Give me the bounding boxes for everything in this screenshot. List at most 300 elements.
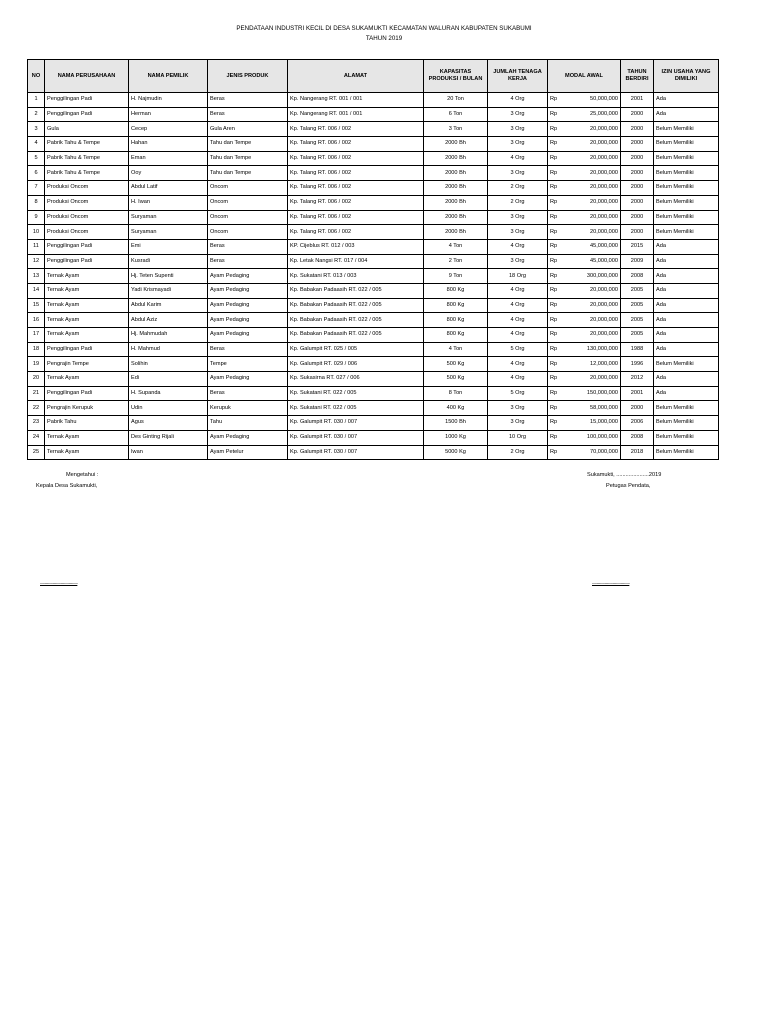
cell-perusahaan: Penggilingan Padi — [45, 93, 129, 108]
cell-alamat: Kp. Sukatani RT. 022 / 005 — [288, 386, 424, 401]
cell-perusahaan: Pengrajin Tempe — [45, 357, 129, 372]
cell-kapasitas: 800 Kg — [424, 328, 488, 343]
cell-modal — [548, 254, 621, 269]
cell-pemilik: Suryaman — [129, 210, 208, 225]
cell-no: 10 — [28, 225, 45, 240]
modal-amount: 20,000,000 — [590, 184, 618, 191]
cell-no: 15 — [28, 298, 45, 313]
cell-tenaga: 4 Org — [488, 151, 548, 166]
cell-perusahaan: Ternak Ayam — [45, 430, 129, 445]
cell-modal — [548, 107, 621, 122]
cell-kapasitas: 2000 Bh — [424, 210, 488, 225]
cell-alamat: Kp. Talang RT. 006 / 002 — [288, 210, 424, 225]
cell-modal — [548, 239, 621, 254]
cell-izin: Belum Memiliki — [654, 151, 719, 166]
cell-alamat: Kp. Nangerang RT. 001 / 001 — [288, 93, 424, 108]
cell-kapasitas: 2000 Bh — [424, 151, 488, 166]
cell-pemilik: Hj. Teten Supenti — [129, 269, 208, 284]
cell-tahun: 2000 — [621, 181, 654, 196]
cell-tenaga: 3 Org — [488, 401, 548, 416]
modal-amount: 20,000,000 — [590, 155, 618, 162]
cell-modal — [548, 298, 621, 313]
currency-label: Rp — [550, 184, 558, 191]
cell-tenaga: 3 Org — [488, 122, 548, 137]
cell-perusahaan: Ternak Ayam — [45, 328, 129, 343]
signature-left-label: Mengetahui : — [66, 472, 99, 478]
cell-no: 20 — [28, 372, 45, 387]
cell-pemilik: Eman — [129, 151, 208, 166]
cell-tenaga: 3 Org — [488, 225, 548, 240]
cell-alamat: Kp. Babakan Padaasih RT. 022 / 005 — [288, 298, 424, 313]
signature-left-title: Kepala Desa Sukamukti, — [36, 483, 98, 489]
cell-alamat: Kp. Talang RT. 006 / 002 — [288, 166, 424, 181]
cell-tenaga: 4 Org — [488, 328, 548, 343]
table-body — [28, 93, 719, 460]
cell-tahun: 1996 — [621, 357, 654, 372]
cell-tenaga: 10 Org — [488, 430, 548, 445]
cell-modal — [548, 93, 621, 108]
cell-modal — [548, 416, 621, 431]
cell-perusahaan: Ternak Ayam — [45, 283, 129, 298]
cell-tenaga: 3 Org — [488, 166, 548, 181]
currency-label: Rp — [550, 346, 558, 353]
cell-alamat: Kp. Talang RT. 006 / 002 — [288, 181, 424, 196]
cell-produk: Tempe — [208, 357, 288, 372]
cell-pemilik: Agus — [129, 416, 208, 431]
cell-izin: Belum Memiliki — [654, 122, 719, 137]
modal-amount: 20,000,000 — [590, 331, 618, 338]
cell-modal — [548, 372, 621, 387]
cell-kapasitas: 1500 Bh — [424, 416, 488, 431]
cell-no: 1 — [28, 93, 45, 108]
table-row — [28, 386, 719, 401]
cell-izin: Belum Memiliki — [654, 357, 719, 372]
cell-produk: Ayam Pedaging — [208, 328, 288, 343]
currency-label: Rp — [550, 360, 558, 367]
cell-produk: Ayam Pedaging — [208, 298, 288, 313]
cell-produk: Beras — [208, 386, 288, 401]
cell-izin: Ada — [654, 328, 719, 343]
modal-amount: 20,000,000 — [590, 375, 618, 382]
cell-produk: Oncom — [208, 225, 288, 240]
table-row — [28, 328, 719, 343]
cell-tenaga: 3 Org — [488, 107, 548, 122]
header-alamat: ALAMAT — [288, 60, 424, 93]
table-row — [28, 93, 719, 108]
table-row — [28, 107, 719, 122]
cell-kapasitas: 500 Kg — [424, 372, 488, 387]
cell-pemilik: Abdul Latif — [129, 181, 208, 196]
cell-no: 17 — [28, 328, 45, 343]
cell-produk: Tahu dan Tempe — [208, 166, 288, 181]
cell-alamat: Kp. Babakan Padaasih RT. 022 / 005 — [288, 283, 424, 298]
cell-alamat: Kp. Talang RT. 006 / 002 — [288, 137, 424, 152]
modal-amount: 20,000,000 — [590, 140, 618, 147]
cell-modal — [548, 151, 621, 166]
cell-no: 13 — [28, 269, 45, 284]
cell-modal — [548, 166, 621, 181]
cell-modal — [548, 313, 621, 328]
cell-kapasitas: 800 Kg — [424, 298, 488, 313]
document-title — [0, 24, 768, 44]
cell-tenaga: 18 Org — [488, 269, 548, 284]
currency-label: Rp — [550, 125, 558, 132]
cell-produk: Tahu — [208, 416, 288, 431]
cell-produk: Tahu dan Tempe — [208, 137, 288, 152]
cell-alamat: Kp. Galumpit RT. 030 / 007 — [288, 416, 424, 431]
cell-perusahaan: Produksi Oncom — [45, 181, 129, 196]
cell-pemilik: Yadi Krismayadi — [129, 283, 208, 298]
cell-pemilik: Kusradi — [129, 254, 208, 269]
cell-no: 19 — [28, 357, 45, 372]
cell-modal — [548, 225, 621, 240]
signature-left-blank-line: .......................................... — [40, 580, 78, 586]
cell-perusahaan: Pabrik Tahu — [45, 416, 129, 431]
header-kapasitas: KAPASITAS PRODUKSI / BULAN — [424, 60, 488, 93]
cell-modal — [548, 401, 621, 416]
cell-tenaga: 4 Org — [488, 239, 548, 254]
cell-kapasitas: 1000 Kg — [424, 430, 488, 445]
cell-tahun: 2005 — [621, 283, 654, 298]
cell-izin: Belum Memiliki — [654, 416, 719, 431]
cell-tahun: 2001 — [621, 93, 654, 108]
cell-alamat: KP. Cijeblus RT. 012 / 003 — [288, 239, 424, 254]
cell-kapasitas: 20 Ton — [424, 93, 488, 108]
cell-perusahaan: Pabrik Tahu & Tempe — [45, 151, 129, 166]
table-row — [28, 254, 719, 269]
cell-no: 18 — [28, 342, 45, 357]
currency-label: Rp — [550, 169, 558, 176]
cell-perusahaan: Penggilingan Padi — [45, 107, 129, 122]
cell-kapasitas: 2000 Bh — [424, 195, 488, 210]
table-row — [28, 342, 719, 357]
cell-perusahaan: Ternak Ayam — [45, 269, 129, 284]
modal-amount: 20,000,000 — [590, 287, 618, 294]
cell-produk: Beras — [208, 342, 288, 357]
cell-izin: Ada — [654, 298, 719, 313]
header-perusahaan: NAMA PERUSAHAAN — [45, 60, 129, 93]
cell-izin: Belum Memiliki — [654, 445, 719, 460]
cell-pemilik: Hj. Mahmudah — [129, 328, 208, 343]
currency-label: Rp — [550, 419, 558, 426]
cell-izin: Ada — [654, 342, 719, 357]
cell-alamat: Kp. Talang RT. 006 / 002 — [288, 151, 424, 166]
cell-produk: Ayam Pedaging — [208, 269, 288, 284]
cell-kapasitas: 800 Kg — [424, 283, 488, 298]
cell-tahun: 2018 — [621, 445, 654, 460]
modal-amount: 20,000,000 — [590, 228, 618, 235]
table-row — [28, 313, 719, 328]
title-line-1: PENDATAAN INDUSTRI KECIL DI DESA SUKAMUKTI KECAMATAN WALURAN KABUPATEN SUKABUMI — [236, 25, 532, 32]
cell-alamat: Kp. Galumpit RT. 025 / 005 — [288, 342, 424, 357]
cell-izin: Ada — [654, 313, 719, 328]
cell-produk: Gula Aren — [208, 122, 288, 137]
signature-right-blank-line: .......................................... — [592, 580, 630, 586]
cell-pemilik: H. Iwan — [129, 195, 208, 210]
cell-no: 3 — [28, 122, 45, 137]
cell-perusahaan: Ternak Ayam — [45, 313, 129, 328]
cell-no: 9 — [28, 210, 45, 225]
cell-produk: Beras — [208, 254, 288, 269]
cell-kapasitas: 2 Ton — [424, 254, 488, 269]
cell-produk: Ayam Pedaging — [208, 283, 288, 298]
cell-produk: Ayam Petelur — [208, 445, 288, 460]
cell-produk: Oncom — [208, 195, 288, 210]
modal-amount: 20,000,000 — [590, 213, 618, 220]
cell-alamat: Kp. Galumpit RT. 029 / 006 — [288, 357, 424, 372]
cell-tahun: 2000 — [621, 122, 654, 137]
table-row — [28, 151, 719, 166]
table-row — [28, 401, 719, 416]
modal-amount: 20,000,000 — [590, 316, 618, 323]
currency-label: Rp — [550, 111, 558, 118]
table-row — [28, 166, 719, 181]
table-row — [28, 372, 719, 387]
cell-kapasitas: 4 Ton — [424, 342, 488, 357]
cell-pemilik: Emi — [129, 239, 208, 254]
currency-label: Rp — [550, 140, 558, 147]
cell-alamat: Kp. Talang RT. 006 / 002 — [288, 225, 424, 240]
modal-amount: 20,000,000 — [590, 169, 618, 176]
cell-pemilik: Abdul Karim — [129, 298, 208, 313]
cell-izin: Belum Memiliki — [654, 401, 719, 416]
cell-modal — [548, 430, 621, 445]
cell-pemilik: Hahan — [129, 137, 208, 152]
modal-amount: 300,000,000 — [586, 272, 618, 279]
cell-no: 23 — [28, 416, 45, 431]
title-line-2: TAHUN 2019 — [365, 35, 403, 42]
cell-perusahaan: Ternak Ayam — [45, 372, 129, 387]
cell-perusahaan: Produksi Oncom — [45, 225, 129, 240]
modal-amount: 50,000,000 — [590, 96, 618, 103]
cell-pemilik: Udin — [129, 401, 208, 416]
cell-modal — [548, 137, 621, 152]
cell-tahun: 2008 — [621, 269, 654, 284]
table-row — [28, 137, 719, 152]
modal-amount: 20,000,000 — [590, 301, 618, 308]
cell-izin: Ada — [654, 269, 719, 284]
cell-modal — [548, 283, 621, 298]
cell-perusahaan: Penggilingan Padi — [45, 254, 129, 269]
cell-izin: Belum Memiliki — [654, 210, 719, 225]
modal-amount: 58,000,000 — [590, 404, 618, 411]
cell-tahun: 2012 — [621, 372, 654, 387]
cell-tahun: 2000 — [621, 166, 654, 181]
modal-amount: 20,000,000 — [590, 125, 618, 132]
cell-alamat: Kp. Galumpit RT. 030 / 007 — [288, 430, 424, 445]
header-produk: JENIS PRODUK — [208, 60, 288, 93]
cell-produk: Beras — [208, 93, 288, 108]
table-header-row — [28, 60, 719, 93]
cell-izin: Ada — [654, 372, 719, 387]
cell-kapasitas: 2000 Bh — [424, 137, 488, 152]
cell-tenaga: 2 Org — [488, 195, 548, 210]
cell-tenaga: 4 Org — [488, 93, 548, 108]
cell-pemilik: Herman — [129, 107, 208, 122]
cell-alamat: Kp. Babakan Padaasih RT. 022 / 005 — [288, 328, 424, 343]
cell-pemilik: Iwan — [129, 445, 208, 460]
modal-amount: 45,000,000 — [590, 257, 618, 264]
cell-alamat: Kp. Babakan Padaasih RT. 022 / 005 — [288, 313, 424, 328]
cell-izin: Ada — [654, 239, 719, 254]
cell-izin: Belum Memiliki — [654, 195, 719, 210]
cell-tahun: 2015 — [621, 239, 654, 254]
cell-produk: Ayam Pedaging — [208, 313, 288, 328]
signature-right-title: Petugas Pendata, — [606, 483, 651, 489]
table-row — [28, 430, 719, 445]
currency-label: Rp — [550, 243, 558, 250]
cell-tahun: 2009 — [621, 254, 654, 269]
cell-kapasitas: 6 Ton — [424, 107, 488, 122]
cell-kapasitas: 2000 Bh — [424, 166, 488, 181]
cell-alamat: Kp. Talang RT. 006 / 002 — [288, 195, 424, 210]
currency-label: Rp — [550, 199, 558, 206]
cell-tahun: 2000 — [621, 151, 654, 166]
cell-modal — [548, 357, 621, 372]
cell-tenaga: 5 Org — [488, 386, 548, 401]
modal-amount: 100,000,000 — [586, 434, 618, 441]
modal-amount: 20,000,000 — [590, 199, 618, 206]
table-row — [28, 357, 719, 372]
table-row — [28, 269, 719, 284]
cell-produk: Ayam Pedaging — [208, 430, 288, 445]
cell-izin: Ada — [654, 386, 719, 401]
cell-produk: Beras — [208, 239, 288, 254]
cell-tahun: 2000 — [621, 210, 654, 225]
cell-modal — [548, 445, 621, 460]
cell-tahun: 2006 — [621, 416, 654, 431]
cell-perusahaan: Penggilingan Padi — [45, 239, 129, 254]
cell-tahun: 2005 — [621, 298, 654, 313]
cell-alamat: Kp. Galumpit RT. 030 / 007 — [288, 445, 424, 460]
modal-amount: 25,000,000 — [590, 111, 618, 118]
currency-label: Rp — [550, 257, 558, 264]
cell-kapasitas: 5000 Kg — [424, 445, 488, 460]
cell-tenaga: 2 Org — [488, 445, 548, 460]
cell-modal — [548, 386, 621, 401]
cell-pemilik: Solihin — [129, 357, 208, 372]
signature-right-date: Sukamukti, .....................2019 — [587, 472, 662, 478]
cell-pemilik: H. Mahmud — [129, 342, 208, 357]
cell-perusahaan: Penggilingan Padi — [45, 386, 129, 401]
cell-alamat: Kp. Nangerang RT. 001 / 001 — [288, 107, 424, 122]
modal-amount: 45,000,000 — [590, 243, 618, 250]
cell-no: 25 — [28, 445, 45, 460]
cell-pemilik: Edi — [129, 372, 208, 387]
currency-label: Rp — [550, 316, 558, 323]
cell-no: 14 — [28, 283, 45, 298]
cell-tenaga: 3 Org — [488, 210, 548, 225]
currency-label: Rp — [550, 404, 558, 411]
cell-no: 21 — [28, 386, 45, 401]
cell-perusahaan: Gula — [45, 122, 129, 137]
cell-izin: Belum Memiliki — [654, 225, 719, 240]
cell-tenaga: 3 Org — [488, 254, 548, 269]
cell-pemilik: Suryaman — [129, 225, 208, 240]
cell-pemilik: Ooy — [129, 166, 208, 181]
currency-label: Rp — [550, 228, 558, 235]
cell-tahun: 2000 — [621, 107, 654, 122]
cell-tenaga: 3 Org — [488, 137, 548, 152]
cell-tahun: 2005 — [621, 328, 654, 343]
cell-no: 8 — [28, 195, 45, 210]
currency-label: Rp — [550, 272, 558, 279]
cell-tahun: 2000 — [621, 137, 654, 152]
cell-tenaga: 4 Org — [488, 298, 548, 313]
currency-label: Rp — [550, 96, 558, 103]
currency-label: Rp — [550, 155, 558, 162]
cell-kapasitas: 2000 Bh — [424, 225, 488, 240]
table-row — [28, 225, 719, 240]
table-row — [28, 416, 719, 431]
cell-produk: Oncom — [208, 210, 288, 225]
cell-no: 5 — [28, 151, 45, 166]
modal-amount: 150,000,000 — [586, 390, 618, 397]
table-row — [28, 239, 719, 254]
cell-pemilik: Des Ginting Rijali — [129, 430, 208, 445]
table-row — [28, 210, 719, 225]
cell-tahun: 2008 — [621, 430, 654, 445]
cell-pemilik: Cecep — [129, 122, 208, 137]
modal-amount: 130,000,000 — [586, 346, 618, 353]
cell-tahun: 2005 — [621, 313, 654, 328]
cell-no: 16 — [28, 313, 45, 328]
modal-amount: 15,000,000 — [590, 419, 618, 426]
cell-produk: Beras — [208, 107, 288, 122]
table-row — [28, 283, 719, 298]
table-row — [28, 181, 719, 196]
cell-perusahaan: Pabrik Tahu & Tempe — [45, 137, 129, 152]
table-row — [28, 445, 719, 460]
cell-alamat: Kp. Sukatani RT. 013 / 003 — [288, 269, 424, 284]
cell-no: 4 — [28, 137, 45, 152]
cell-izin: Belum Memiliki — [654, 166, 719, 181]
cell-izin: Ada — [654, 254, 719, 269]
currency-label: Rp — [550, 434, 558, 441]
cell-izin: Ada — [654, 107, 719, 122]
cell-tenaga: 2 Org — [488, 181, 548, 196]
cell-izin: Belum Memiliki — [654, 430, 719, 445]
header-tenaga: JUMLAH TENAGA KERJA — [488, 60, 548, 93]
header-izin: IZIN USAHA YANG DIMILIKI — [654, 60, 719, 93]
cell-kapasitas: 9 Ton — [424, 269, 488, 284]
cell-no: 6 — [28, 166, 45, 181]
cell-tenaga: 5 Org — [488, 342, 548, 357]
cell-perusahaan: Pabrik Tahu & Tempe — [45, 166, 129, 181]
modal-amount: 12,000,000 — [590, 360, 618, 367]
cell-modal — [548, 328, 621, 343]
cell-izin: Belum Memiliki — [654, 137, 719, 152]
table-row — [28, 122, 719, 137]
cell-no: 22 — [28, 401, 45, 416]
industry-table — [27, 59, 719, 460]
cell-alamat: Kp. Talang RT. 006 / 002 — [288, 122, 424, 137]
cell-alamat: Kp. Sukasirna RT. 027 / 006 — [288, 372, 424, 387]
cell-no: 7 — [28, 181, 45, 196]
cell-tahun: 1988 — [621, 342, 654, 357]
cell-produk: Ayam Pedaging — [208, 372, 288, 387]
cell-perusahaan: Penggilingan Padi — [45, 342, 129, 357]
cell-tenaga: 4 Org — [488, 313, 548, 328]
cell-tahun: 2000 — [621, 401, 654, 416]
cell-kapasitas: 3 Ton — [424, 122, 488, 137]
cell-tenaga: 3 Org — [488, 416, 548, 431]
cell-modal — [548, 210, 621, 225]
cell-tenaga: 4 Org — [488, 372, 548, 387]
cell-kapasitas: 2000 Bh — [424, 181, 488, 196]
cell-tahun: 2000 — [621, 195, 654, 210]
currency-label: Rp — [550, 448, 558, 455]
